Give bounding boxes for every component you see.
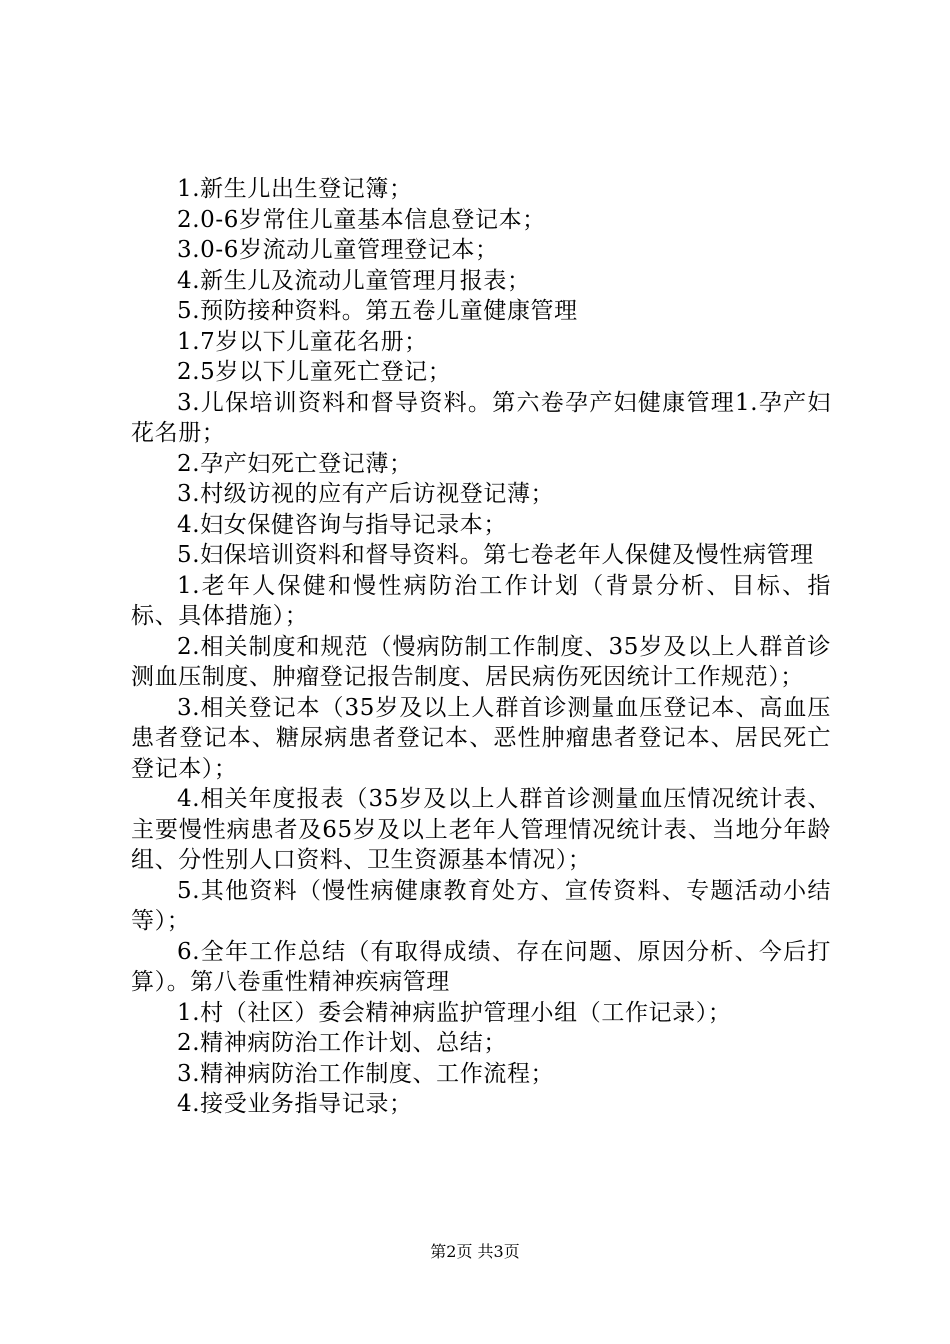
paragraph: 3.村级访视的应有产后访视登记薄； [177,481,555,507]
paragraph: 2.孕产妇死亡登记薄； [177,450,413,477]
paragraph: 1.新生儿出生登记簿； [177,176,413,202]
paragraph: 4.接受业务指导记录； [177,1091,413,1117]
paragraph: 4.新生儿及流动儿童管理月报表； [177,267,531,294]
paragraph: 2.精神病防治工作计划、总结； [177,1030,507,1056]
page-number-label: 第2页 共3页 [430,1242,520,1261]
paragraph: 4.相关年度报表（35岁及以上人群首诊测量血压情况统计表、主要慢性病患者及65岁及以上老年人管理情况统计表、当地分年龄组、分性别人口资料、卫生资源基本情况）； [131,786,831,873]
paragraph: 4.妇女保健咨询与指导记录本； [177,511,507,538]
paragraph: 1.7岁以下儿童花名册； [177,328,428,355]
paragraph: 2.0-6岁常住儿童基本信息登记本； [177,206,546,233]
paragraph: 5.预防接种资料。第五卷儿童健康管理 [177,298,578,324]
paragraph: 5.妇保培训资料和督导资料。第七卷老年人保健及慢性病管理 [177,542,814,568]
paragraph: 3.0-6岁流动儿童管理登记本； [177,237,499,263]
paragraph: 5.其他资料（慢性病健康教育处方、宣传资料、专题活动小结等）； [131,877,831,934]
page-footer [0,1242,950,1262]
paragraph: 3.精神病防治工作制度、工作流程； [177,1060,555,1087]
paragraph: 2.相关制度和规范（慢病防制工作制度、35岁及以上人群首诊测血压制度、肿瘤登记报告制度、居民病伤死因统计工作规范）； [131,633,831,690]
paragraph: 2.5岁以下儿童死亡登记； [177,359,452,385]
paragraph: 1.老年人保健和慢性病防治工作计划（背景分析、目标、指标、具体措施）； [131,572,831,629]
document-body [131,174,831,1120]
paragraph: 3.相关登记本（35岁及以上人群首诊测量血压登记本、高血压患者登记本、糖尿病患者登记本、恶性肿瘤患者登记本、居民死亡登记本）； [131,694,831,782]
paragraph: 1.村（社区）委会精神病监护管理小组（工作记录）； [177,999,732,1026]
paragraph: 3.儿保培训资料和督导资料。第六卷孕产妇健康管理1.孕产妇花名册； [131,389,831,446]
paragraph: 6.全年工作总结（有取得成绩、存在问题、原因分析、今后打算）。第八卷重性精神疾病管理 [131,938,831,995]
